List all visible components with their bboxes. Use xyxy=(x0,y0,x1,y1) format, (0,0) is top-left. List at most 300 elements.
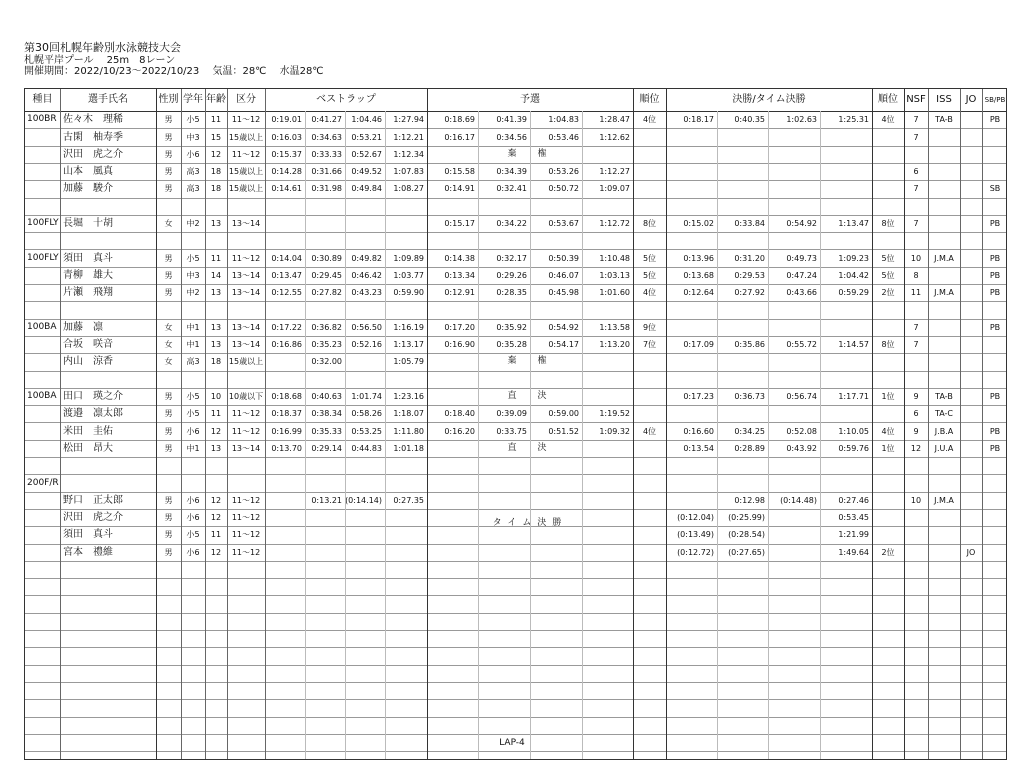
best-lap-time: 0:46.42 xyxy=(351,270,382,280)
prelim-lap-time xyxy=(478,475,527,492)
age-cell: 18 xyxy=(210,357,222,367)
row-divider xyxy=(25,267,1006,268)
best-lap-time: 1:18.07 xyxy=(393,409,424,419)
row-divider xyxy=(25,526,1006,527)
lap-divider xyxy=(530,111,531,759)
lap-divider xyxy=(717,111,718,759)
grade-cell: 高3 xyxy=(186,357,200,367)
division-cell: 13～14 xyxy=(231,443,261,453)
event-cell xyxy=(27,440,60,457)
division-cell: 11～12 xyxy=(231,547,261,557)
prelim-lap-time: 1:10.48 xyxy=(599,253,630,263)
iss-cell xyxy=(928,215,960,232)
final-lap-time: 1:17.71 xyxy=(838,392,869,401)
swimmer-name: 米田 圭佑 xyxy=(63,425,113,437)
sbpb-cell: PB xyxy=(989,288,1001,298)
age-cell: 11 xyxy=(210,115,222,125)
best-lap-time: 0:59.90 xyxy=(393,288,424,298)
prelim-rank: 4位 xyxy=(642,426,657,436)
prelim-rank xyxy=(633,544,666,561)
final-rank: 5位 xyxy=(881,253,895,263)
sbpb-cell: PB xyxy=(989,426,1001,436)
prelim-lap-time xyxy=(478,492,527,509)
sbpb-cell xyxy=(982,163,1007,180)
age-cell: 18 xyxy=(210,167,222,177)
prelim-rank: 9位 xyxy=(642,322,657,332)
sbpb-cell xyxy=(982,146,1007,163)
row-divider xyxy=(25,198,1006,199)
prelim-lap-time: 0:59.00 xyxy=(548,409,579,419)
event-cell xyxy=(27,353,60,370)
prelim-lap-time: 1:12.62 xyxy=(599,132,630,142)
sex-cell: 男 xyxy=(164,270,173,280)
final-lap-time: 1:10.05 xyxy=(838,426,869,436)
row-divider xyxy=(25,284,1006,285)
prelim-lap-time: 0:34.39 xyxy=(496,167,527,177)
page-footer: LAP-4 xyxy=(499,738,525,748)
final-lap-time: 1:02.63 xyxy=(786,115,817,125)
best-lap-time: 1:09.89 xyxy=(393,253,424,263)
age-cell: 15 xyxy=(210,132,222,142)
final-lap-time xyxy=(820,475,869,492)
final-lap-time: 0:36.73 xyxy=(734,392,765,401)
event-cell: 100BA xyxy=(27,321,57,332)
row-divider xyxy=(25,613,1006,614)
prelim-lap-time: 1:01.60 xyxy=(599,288,630,298)
row-divider xyxy=(25,180,1006,181)
final-lap-time: 0:43.66 xyxy=(786,288,817,298)
event-cell xyxy=(27,267,60,284)
iss-cell: J.B.A xyxy=(934,426,954,436)
swimmer-name: 古閑 柚寿季 xyxy=(63,131,123,143)
age-cell: 13 xyxy=(210,288,222,298)
best-lap-time: 0:16.99 xyxy=(271,426,302,436)
sbpb-cell xyxy=(982,475,1007,492)
prelim-lap-time: 0:46.07 xyxy=(548,270,579,280)
sex-cell: 女 xyxy=(164,340,173,350)
column-divider xyxy=(982,89,983,759)
final-lap-time xyxy=(717,319,765,336)
jo-cell xyxy=(960,440,982,457)
iss-cell: J.M.A xyxy=(934,495,954,505)
prelim-lap-time xyxy=(530,492,579,509)
sbpb-cell: PB xyxy=(989,253,1001,263)
iss-cell xyxy=(928,163,960,180)
iss-cell xyxy=(928,526,960,543)
grade-cell: 中1 xyxy=(186,443,200,453)
final-lap-time: (0:12.04) xyxy=(677,513,714,523)
grade-cell xyxy=(181,475,205,492)
best-lap-time xyxy=(265,509,302,526)
nsf-cell xyxy=(904,509,928,526)
best-lap-time: 0:36.82 xyxy=(311,322,342,332)
sbpb-cell: PB xyxy=(989,392,1001,401)
best-lap-time: 0:16.86 xyxy=(271,340,302,350)
jo-cell xyxy=(960,146,982,163)
final-lap-time: 0:31.20 xyxy=(734,253,765,263)
column-divider xyxy=(633,89,634,759)
final-lap-time: 0:27.46 xyxy=(838,495,869,505)
sex-cell: 女 xyxy=(164,357,173,367)
final-lap-time xyxy=(768,405,817,422)
final-lap-time: 0:29.53 xyxy=(734,270,765,280)
column-divider xyxy=(666,89,667,759)
best-lap-time xyxy=(345,526,382,543)
row-divider xyxy=(25,509,1006,510)
best-lap-time: 0:31.66 xyxy=(311,167,342,177)
final-rank xyxy=(872,180,904,197)
row-divider xyxy=(25,699,1006,700)
iss-cell: TA-C xyxy=(934,409,954,419)
nsf-cell: 7 xyxy=(913,132,919,142)
best-lap-time: 0:40.63 xyxy=(311,392,342,401)
row-divider xyxy=(25,734,1006,735)
division-cell: 11～12 xyxy=(231,253,261,263)
jo-cell xyxy=(960,180,982,197)
age-cell: 12 xyxy=(210,426,222,436)
grade-cell: 小6 xyxy=(186,513,200,523)
age-cell: 10 xyxy=(210,392,222,401)
prelim-lap-time: 0:35.28 xyxy=(496,340,527,350)
prelim-lap-time: 0:41.39 xyxy=(496,115,527,125)
jo-cell xyxy=(960,353,982,370)
final-lap-time: 0:12.98 xyxy=(734,495,765,505)
best-lap-time: 0:27.82 xyxy=(311,288,342,298)
final-lap-time xyxy=(820,146,869,163)
iss-cell xyxy=(928,129,960,146)
nsf-cell: 10 xyxy=(910,495,922,505)
final-lap-time xyxy=(666,475,714,492)
final-lap-time: 0:33.84 xyxy=(734,219,765,228)
prelim-lap-time: 0:18.69 xyxy=(444,115,475,125)
prelim-lap-time: 0:51.52 xyxy=(548,426,579,436)
final-lap-time xyxy=(820,353,869,370)
prelim-lap-time: 0:12.91 xyxy=(444,288,475,298)
best-lap-time: 0:17.22 xyxy=(271,322,302,332)
jo-cell xyxy=(960,111,982,128)
best-lap-time: 1:27.94 xyxy=(393,115,424,125)
prelim-lap-time: 0:54.92 xyxy=(548,322,579,332)
lap-divider xyxy=(478,111,479,759)
sex-cell: 男 xyxy=(164,547,173,557)
prelim-lap-time: 0:16.17 xyxy=(444,132,475,142)
swimmer-name: 佐々木 理稀 xyxy=(63,114,123,126)
prelim-rank xyxy=(633,180,666,197)
final-lap-time xyxy=(768,353,817,370)
prelim-lap-time: 1:04.83 xyxy=(548,115,579,125)
final-rank xyxy=(872,492,904,509)
jo-cell xyxy=(960,492,982,509)
final-lap-time: 1:04.42 xyxy=(838,270,869,280)
swimmer-name: 須田 真斗 xyxy=(63,529,113,541)
division-cell: 13～14 xyxy=(231,219,261,228)
prelim-lap-time: 0:53.46 xyxy=(548,132,579,142)
best-lap-time: 0:13.70 xyxy=(271,443,302,453)
best-lap-time xyxy=(345,475,382,492)
row-divider xyxy=(25,371,1006,372)
division-cell: 11～12 xyxy=(231,426,261,436)
prelim-lap-time xyxy=(582,492,630,509)
jo-cell xyxy=(960,423,982,440)
final-lap-time xyxy=(768,526,817,543)
swimmer-name: 渡邉 凛太郎 xyxy=(63,408,123,420)
jo-cell xyxy=(960,250,982,267)
prelim-lap-time: 1:09.32 xyxy=(599,426,630,436)
final-lap-time xyxy=(717,475,765,492)
row-divider xyxy=(25,422,1006,423)
final-lap-time xyxy=(768,180,817,197)
swimmer-name: 加藤 凛 xyxy=(63,321,103,333)
nsf-cell: 11 xyxy=(910,288,922,298)
results-table xyxy=(24,88,1007,760)
event-cell: 100BR xyxy=(27,114,57,125)
best-lap-time xyxy=(265,475,302,492)
sex-cell: 女 xyxy=(164,219,173,228)
sex-cell: 男 xyxy=(164,184,173,194)
age-cell: 14 xyxy=(210,270,222,280)
age-cell: 12 xyxy=(210,149,222,159)
final-lap-time: (0:14.48) xyxy=(780,495,817,505)
prelim-lap-time: 1:19.52 xyxy=(599,409,630,419)
lap-divider xyxy=(582,111,583,759)
prelim-rank xyxy=(633,146,666,163)
best-lap-time: 0:33.33 xyxy=(311,149,342,159)
best-lap-time xyxy=(385,509,424,526)
iss-cell xyxy=(928,146,960,163)
best-lap-time xyxy=(345,353,382,370)
prelim-rank xyxy=(633,475,666,492)
final-rank xyxy=(872,129,904,146)
row-divider xyxy=(25,319,1006,320)
final-lap-time: 1:21.99 xyxy=(838,530,869,540)
sbpb-cell xyxy=(982,544,1007,561)
prelim-status-note: 棄 権 xyxy=(507,356,553,367)
prelim-rank: 4位 xyxy=(642,288,657,298)
best-lap-time xyxy=(265,526,302,543)
event-cell xyxy=(27,163,60,180)
best-lap-time: 0:35.23 xyxy=(311,340,342,350)
prelim-lap-time: 0:34.22 xyxy=(496,219,527,228)
nsf-cell: 7 xyxy=(913,322,919,332)
row-divider xyxy=(25,630,1006,631)
sbpb-cell xyxy=(982,526,1007,543)
row-divider xyxy=(25,544,1006,545)
final-rank: 4位 xyxy=(881,426,895,436)
best-lap-time: 0:31.98 xyxy=(311,184,342,194)
jo-cell xyxy=(960,215,982,232)
age-cell: 11 xyxy=(210,253,222,263)
prelim-lap-time: 0:53.26 xyxy=(548,167,579,177)
best-lap-time xyxy=(345,215,382,232)
final-rank: 2位 xyxy=(881,547,895,557)
column-divider xyxy=(227,89,228,759)
final-lap-time: 0:52.08 xyxy=(786,426,817,436)
best-lap-time: 0:14.04 xyxy=(271,253,302,263)
final-lap-time: 0:18.17 xyxy=(683,115,714,125)
final-rank xyxy=(872,146,904,163)
iss-cell: J.U.A xyxy=(934,443,954,453)
column-divider xyxy=(427,89,428,759)
division-cell: 11～12 xyxy=(231,115,261,125)
best-lap-time xyxy=(385,544,424,561)
nsf-cell xyxy=(904,146,928,163)
event-cell: 100BA xyxy=(27,391,57,401)
swimmer-name: 片瀬 飛翔 xyxy=(63,287,113,299)
prelim-rank: 8位 xyxy=(642,219,657,228)
final-lap-time xyxy=(717,129,765,146)
division-cell: 15歳以上 xyxy=(228,167,264,177)
prelim-lap-time xyxy=(582,544,630,561)
final-rank: 8位 xyxy=(881,219,895,228)
best-lap-time: 0:34.63 xyxy=(311,132,342,142)
col-header-grade: 学年 xyxy=(183,94,203,105)
nsf-cell xyxy=(904,526,928,543)
sex-cell: 男 xyxy=(164,409,173,419)
final-lap-time: 0:43.92 xyxy=(786,443,817,453)
best-lap-time: 1:05.79 xyxy=(393,357,424,367)
best-lap-time: 0:49.52 xyxy=(351,167,382,177)
best-lap-time xyxy=(265,492,302,509)
row-divider xyxy=(25,457,1006,458)
col-header-sbpb: SB/PB xyxy=(984,96,1006,104)
grade-cell: 小6 xyxy=(186,426,200,436)
row-divider xyxy=(25,492,1006,493)
jo-cell xyxy=(960,509,982,526)
row-divider xyxy=(25,336,1006,337)
sbpb-cell: PB xyxy=(989,322,1001,332)
row-divider xyxy=(25,440,1006,441)
age-cell: 18 xyxy=(210,184,222,194)
final-lap-time: 0:59.29 xyxy=(838,288,869,298)
final-lap-time: 0:13.68 xyxy=(683,270,714,280)
prelim-rank: 7位 xyxy=(642,340,657,350)
period-info: 開催期間：2022/10/23～2022/10/23 気温：28℃ 水温28℃ xyxy=(24,66,324,77)
sex-cell: 男 xyxy=(164,149,173,159)
swimmer-name: 山本 風真 xyxy=(63,166,113,178)
sex-cell: 男 xyxy=(164,253,173,263)
best-lap-time xyxy=(305,509,342,526)
col-header-division: 区分 xyxy=(236,94,256,105)
best-lap-time: 0:16.03 xyxy=(271,132,302,142)
final-lap-time xyxy=(666,353,714,370)
best-lap-time: 1:13.17 xyxy=(393,340,424,350)
prelim-lap-time: 0:45.98 xyxy=(548,288,579,298)
col-header-final: 決勝/タイム決勝 xyxy=(732,94,806,105)
final-lap-time xyxy=(820,405,869,422)
division-cell: 11～12 xyxy=(231,530,261,540)
event-cell xyxy=(27,180,60,197)
best-lap-time: 0:12.55 xyxy=(271,288,302,298)
row-divider xyxy=(25,215,1006,216)
prelim-lap-time: 0:54.17 xyxy=(548,340,579,350)
swimmer-name: 長堀 十胡 xyxy=(63,218,113,229)
prelim-rank xyxy=(633,129,666,146)
best-lap-time: 0:13.47 xyxy=(271,270,302,280)
swimmer-name: 青柳 雄大 xyxy=(63,269,113,281)
prelim-lap-time: 0:35.92 xyxy=(496,322,527,332)
prelim-rank xyxy=(633,526,666,543)
final-lap-time: 0:54.92 xyxy=(786,219,817,228)
prelim-rank xyxy=(633,163,666,180)
iss-cell xyxy=(928,267,960,284)
col-header-final-rank: 順位 xyxy=(878,94,898,105)
division-cell xyxy=(227,475,265,492)
final-rank xyxy=(872,475,904,492)
best-lap-time xyxy=(305,475,342,492)
best-lap-time: 1:01.74 xyxy=(351,392,382,401)
final-lap-time: 0:27.92 xyxy=(734,288,765,298)
prelim-lap-time: 1:12.27 xyxy=(599,167,630,177)
prelim-lap-time: 0:29.26 xyxy=(496,270,527,280)
sex-cell: 男 xyxy=(164,513,173,523)
final-lap-time: 0:17.09 xyxy=(683,340,714,350)
sex-cell xyxy=(156,475,181,492)
nsf-cell: 7 xyxy=(913,115,919,125)
grade-cell: 小5 xyxy=(186,530,200,540)
nsf-cell: 10 xyxy=(910,253,922,263)
swimmer-name: 松田 昂大 xyxy=(63,442,113,454)
sex-cell: 男 xyxy=(164,167,173,177)
final-lap-time xyxy=(666,163,714,180)
row-divider xyxy=(25,474,1006,475)
row-divider xyxy=(25,595,1006,596)
best-lap-time xyxy=(345,544,382,561)
prelim-status-note: 直 決 xyxy=(507,391,553,401)
best-lap-time: 0:52.16 xyxy=(351,340,382,350)
iss-cell: TA-B xyxy=(935,392,953,401)
final-lap-time xyxy=(717,146,765,163)
final-rank: 2位 xyxy=(881,288,895,298)
sex-cell: 男 xyxy=(164,426,173,436)
best-lap-time xyxy=(265,353,302,370)
jo-cell: JO xyxy=(966,547,976,557)
prelim-lap-time: 0:17.20 xyxy=(444,322,475,332)
best-lap-time xyxy=(345,509,382,526)
prelim-rank: 4位 xyxy=(642,115,657,125)
final-lap-time: 0:15.02 xyxy=(683,219,714,228)
age-cell: 13 xyxy=(210,340,222,350)
final-lap-time: 0:35.86 xyxy=(734,340,765,350)
row-divider xyxy=(25,665,1006,666)
iss-cell xyxy=(928,180,960,197)
best-lap-time xyxy=(265,544,302,561)
final-lap-time xyxy=(768,319,817,336)
event-cell xyxy=(27,492,60,509)
final-lap-time xyxy=(768,146,817,163)
prelim-lap-time: 0:14.91 xyxy=(444,184,475,194)
best-lap-time: 0:29.14 xyxy=(311,443,342,453)
final-rank: 1位 xyxy=(881,392,895,401)
division-cell: 13～14 xyxy=(231,322,261,332)
column-divider xyxy=(872,89,873,759)
grade-cell: 小5 xyxy=(186,409,200,419)
age-cell: 13 xyxy=(210,322,222,332)
grade-cell: 中1 xyxy=(186,340,200,350)
lap-divider xyxy=(820,111,821,759)
event-cell xyxy=(27,336,60,353)
jo-cell xyxy=(960,319,982,336)
grade-cell: 高3 xyxy=(186,184,200,194)
iss-cell xyxy=(928,319,960,336)
final-lap-time: 0:13.54 xyxy=(683,443,714,453)
final-rank xyxy=(872,526,904,543)
best-lap-time: 1:12.34 xyxy=(393,149,424,159)
grade-cell: 小5 xyxy=(186,115,200,125)
final-lap-time xyxy=(666,146,714,163)
final-lap-time xyxy=(820,180,869,197)
event-cell xyxy=(27,284,60,301)
iss-cell xyxy=(928,509,960,526)
